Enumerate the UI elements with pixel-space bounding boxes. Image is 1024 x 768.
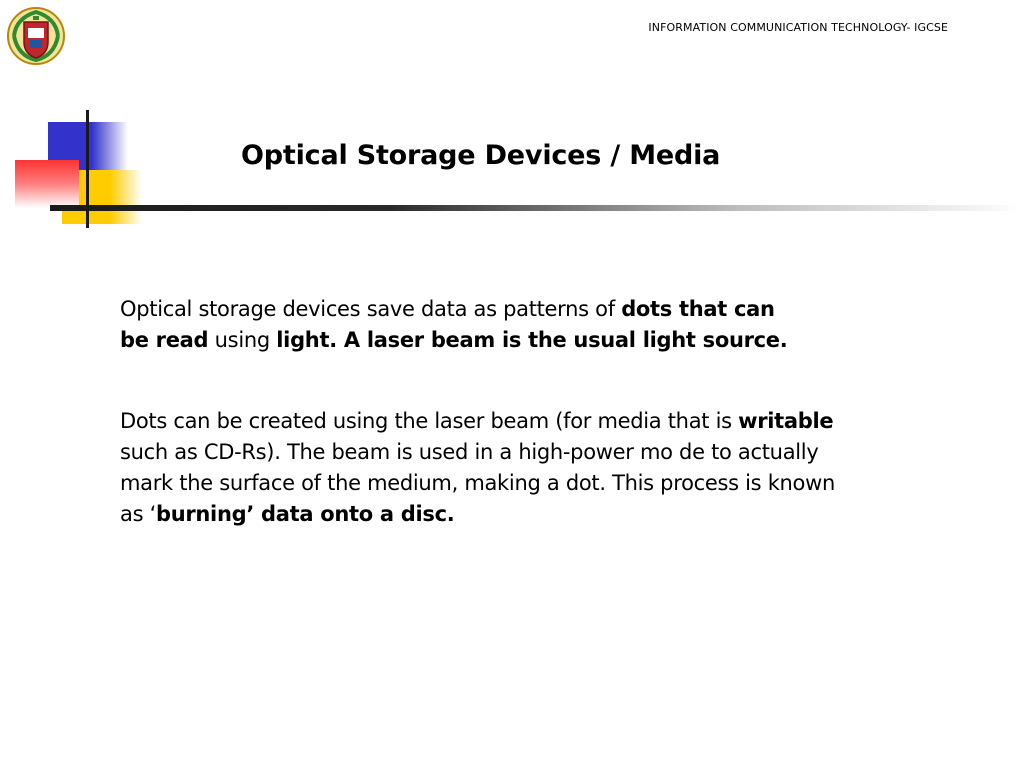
vertical-rule bbox=[86, 110, 89, 228]
text-span: using bbox=[208, 328, 277, 352]
red-square bbox=[15, 160, 79, 208]
bold-text: writable bbox=[738, 409, 834, 433]
title-decoration bbox=[0, 0, 1024, 240]
bold-text: burning’ data onto a disc. bbox=[155, 502, 455, 526]
bold-text: be read bbox=[120, 328, 209, 352]
text-span: such as CD-Rs). The beam is used in a high-power mo de to actually bbox=[120, 440, 819, 464]
bold-text: dots that can bbox=[621, 297, 775, 321]
text-span: mark the surface of the medium, making a dot. This process is known bbox=[120, 471, 835, 495]
slide-body bbox=[120, 294, 920, 530]
bold-text: light. A laser beam is the usual light source. bbox=[276, 328, 788, 352]
paragraph-burning bbox=[120, 406, 920, 530]
course-header-label: INFORMATION COMMUNICATION TECHNOLOGY- IGCSE bbox=[648, 21, 948, 34]
slide-title: Optical Storage Devices / Media bbox=[241, 140, 721, 171]
text-span: as ‘ bbox=[120, 502, 156, 526]
paragraph-optical-storage bbox=[120, 294, 920, 356]
text-span: Optical storage devices save data as patterns of bbox=[120, 297, 622, 321]
text-span: Dots can be created using the laser beam (for media that is bbox=[120, 409, 739, 433]
horizontal-rule bbox=[50, 205, 1024, 211]
